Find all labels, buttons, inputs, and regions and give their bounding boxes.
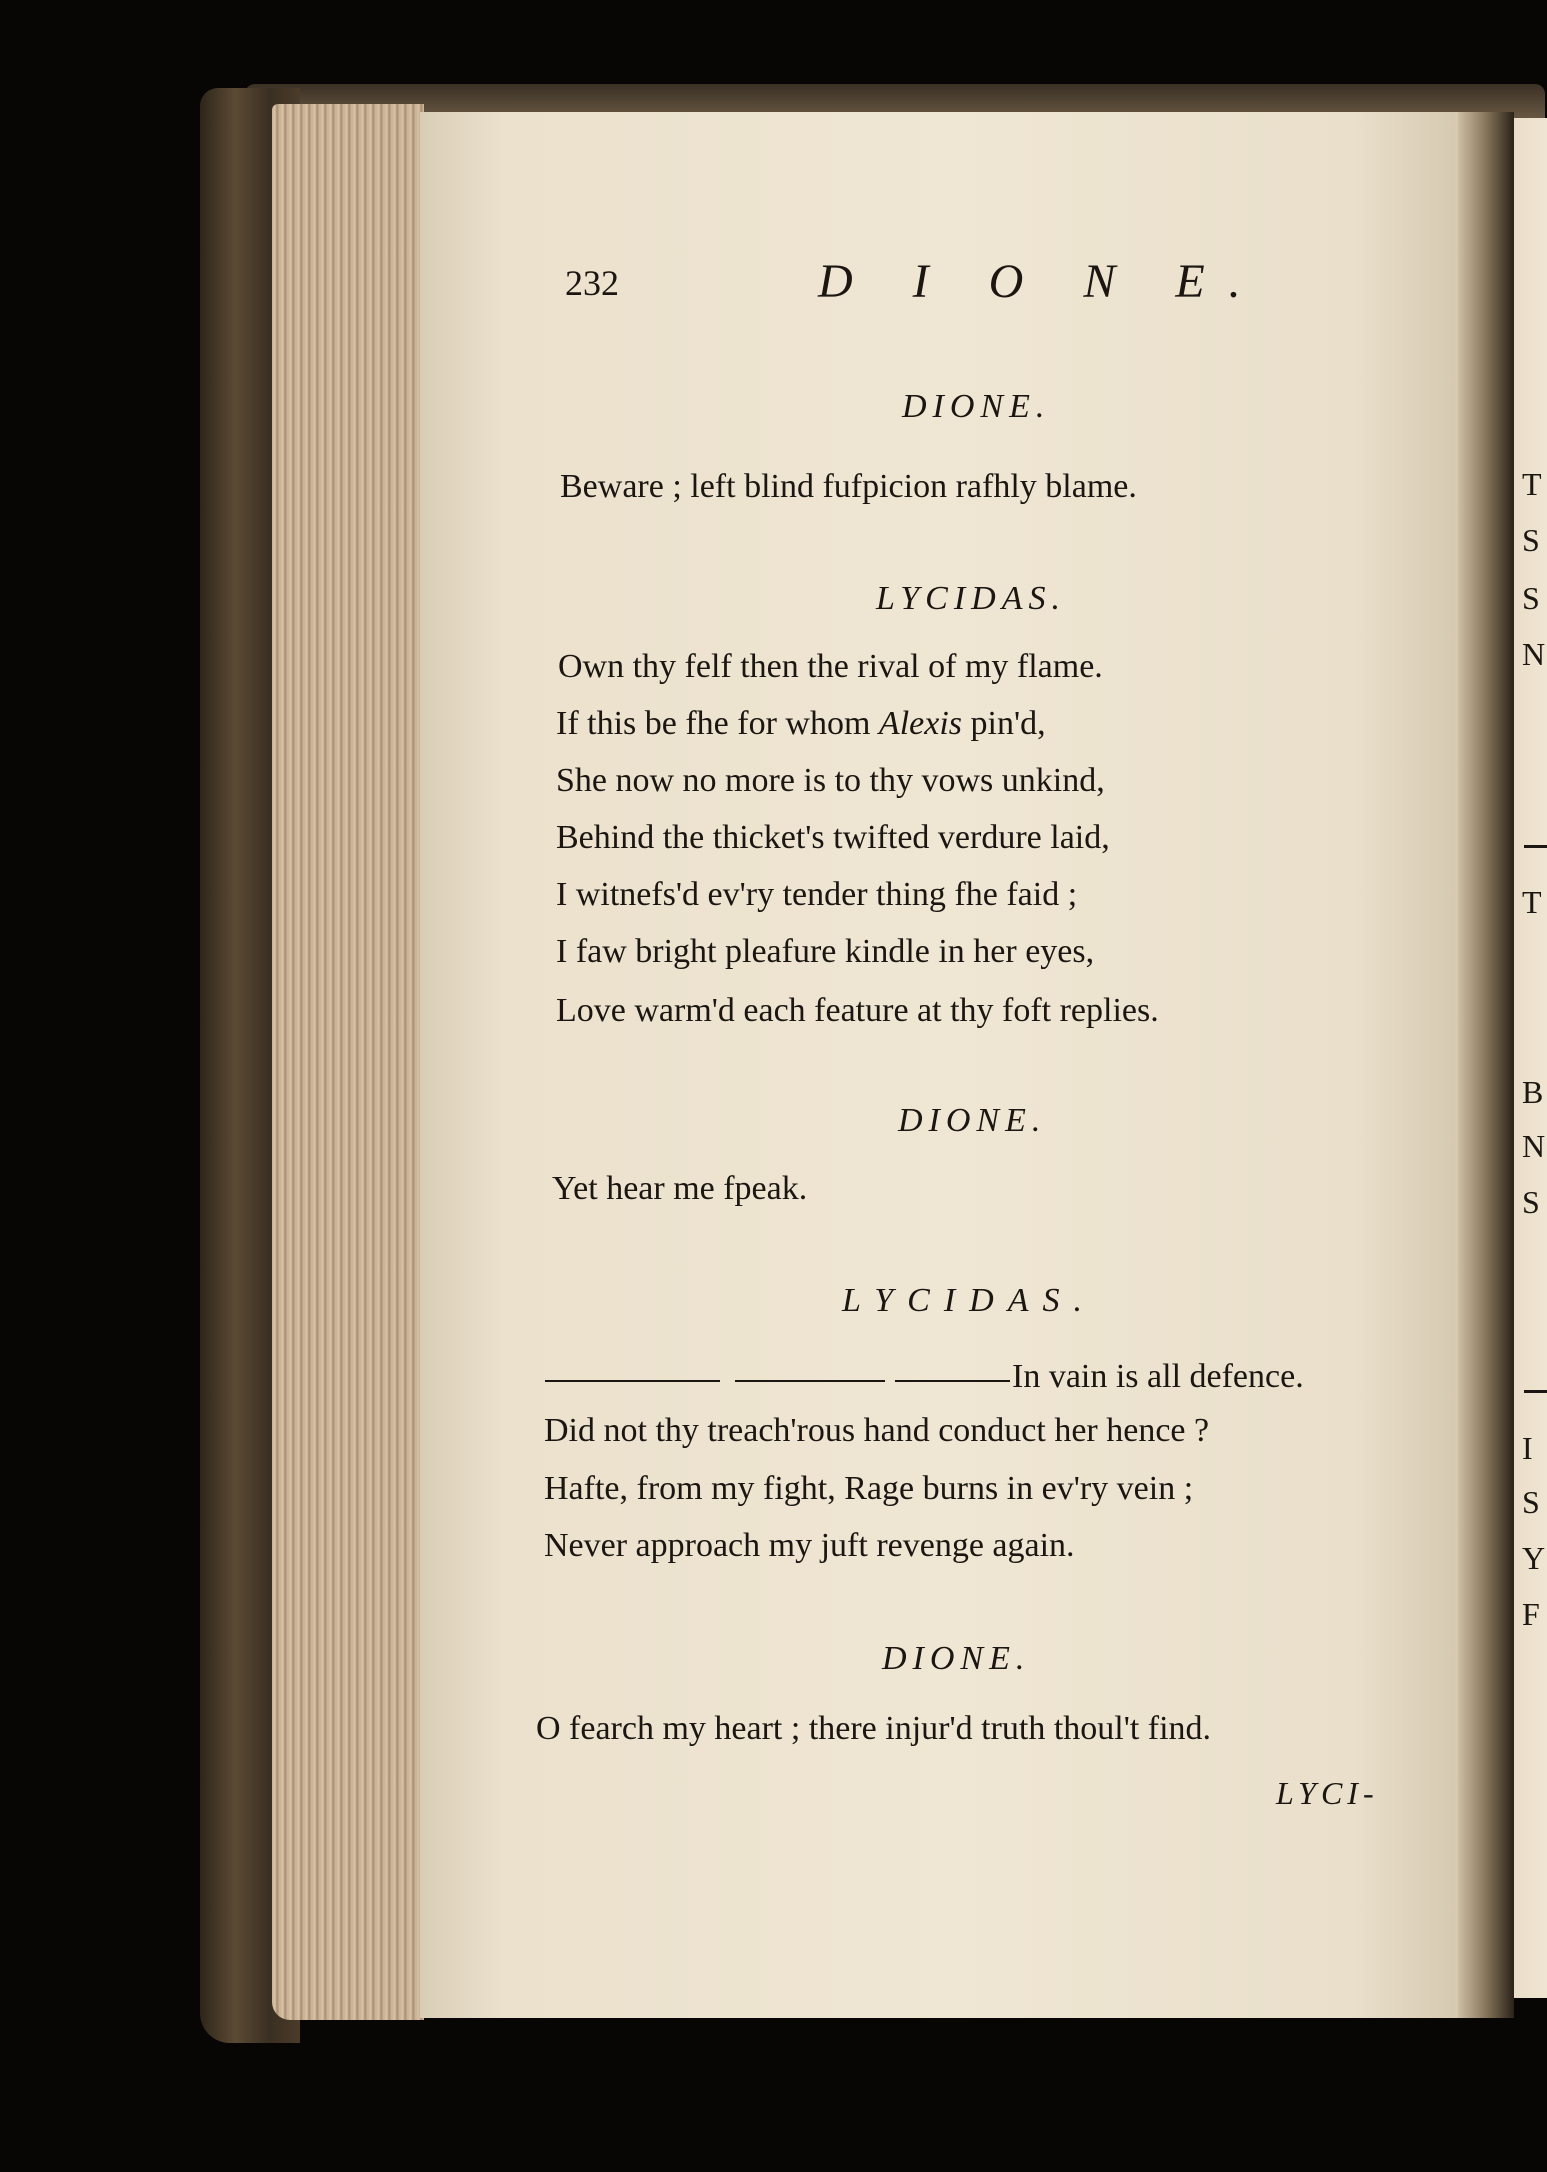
facing-page-letter: F [1522, 1596, 1540, 1632]
facing-page-letter: B [1522, 1074, 1544, 1110]
verse-line: Beware ; left blind fufpicion rafhly blame. [560, 468, 1137, 505]
facing-page-letter: S [1522, 580, 1540, 616]
speaker-heading: LYCIDAS. [876, 580, 1066, 617]
dash-rule [545, 1380, 720, 1382]
verse-line: She now no more is to thy vows unkind, [556, 762, 1105, 799]
facing-page-letter: N [1522, 1128, 1546, 1164]
speaker-heading: LYCIDAS. [842, 1282, 1096, 1319]
verse-line: In vain is all defence. [1012, 1358, 1304, 1395]
facing-page-letter: Y [1522, 1540, 1546, 1576]
verse-line: Yet hear me fpeak. [552, 1170, 808, 1207]
facing-page-letter: S [1522, 1184, 1540, 1220]
gutter-shadow [1458, 112, 1514, 2018]
page-number: 232 [565, 263, 619, 303]
facing-page-rule [1524, 1390, 1547, 1393]
running-head: D I O N E. [818, 255, 1265, 308]
speaker-heading: DIONE. [902, 388, 1051, 425]
verse-line: I faw bright pleafure kindle in her eyes, [556, 933, 1095, 970]
facing-page-letter: T [1522, 466, 1542, 502]
verse-line: Own thy felf then the rival of my flame. [558, 648, 1103, 685]
catchword: LYCI- [1276, 1775, 1379, 1811]
facing-page-letter: S [1522, 1484, 1540, 1520]
facing-page-letter: N [1522, 636, 1546, 672]
verse-line: Behind the thicket's twifted verdure laid, [556, 819, 1110, 856]
verse-line: Never approach my juft revenge again. [544, 1527, 1075, 1564]
facing-page-letter: S [1522, 522, 1540, 558]
dash-rule [895, 1380, 1010, 1382]
speaker-heading: DIONE. [882, 1640, 1031, 1677]
verse-line: O fearch my heart ; there injur'd truth thoul't find. [536, 1710, 1212, 1747]
verse-line: Did not thy treach'rous hand conduct her hence ? [544, 1412, 1210, 1449]
facing-page-letter: T [1522, 884, 1542, 920]
verse-line: If this be fhe for whom Alexis pin'd, [556, 705, 1046, 742]
dash-rule [735, 1380, 885, 1382]
verse-line: I witnefs'd ev'ry tender thing fhe faid ; [556, 876, 1078, 913]
facing-page-rule [1524, 845, 1547, 848]
name-alexis: Alexis [878, 705, 962, 742]
page-edges [272, 104, 424, 2020]
speaker-heading: DIONE. [898, 1102, 1047, 1139]
verse-line: Love warm'd each feature at thy foft replies. [556, 992, 1159, 1029]
verse-line: Hafte, from my fight, Rage burns in ev'ry vein ; [544, 1470, 1194, 1507]
facing-page-letter: I [1522, 1430, 1533, 1466]
